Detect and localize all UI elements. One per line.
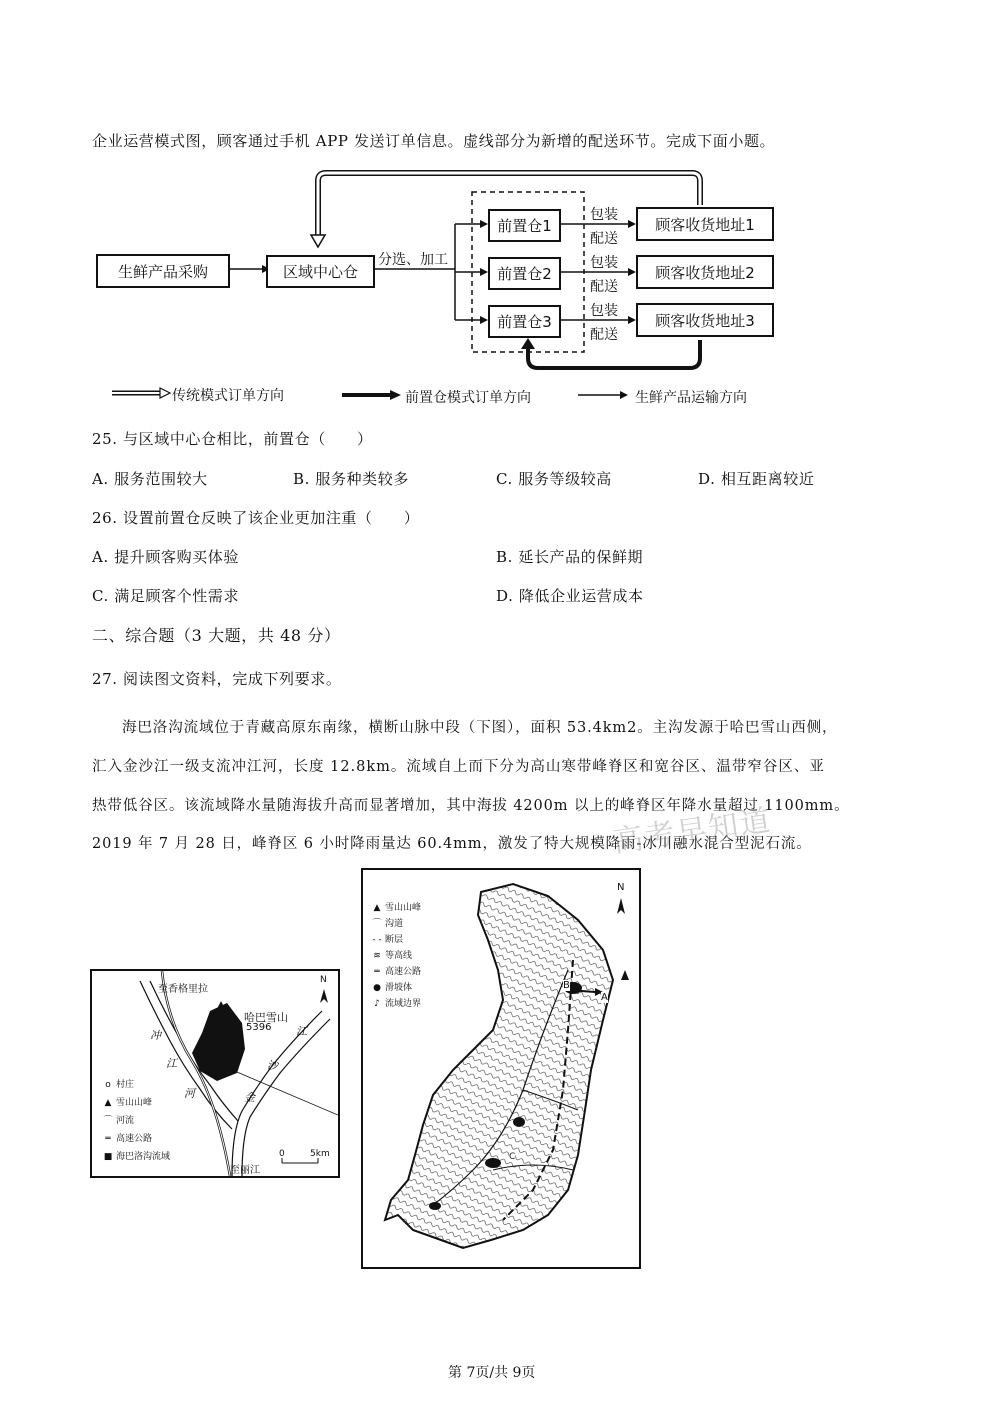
- legend-r-peak-label: 雪山山峰: [385, 903, 422, 913]
- legend-r-landslide-label: 滑坡体: [385, 983, 413, 993]
- legend-river: [100, 1113, 134, 1126]
- q27-stem: 27. 阅读图文资料，完成下列要求。: [92, 670, 342, 688]
- point-a-label: A: [601, 992, 608, 1003]
- location-map-drawing: [92, 971, 338, 1176]
- q26-option-a: A. 提升顾客购买体验: [92, 548, 239, 566]
- haba-peak-elev: 5396: [246, 1022, 272, 1033]
- haba-peak-label: 哈巴雪山: [244, 1011, 288, 1024]
- snow-peak-icon: ▲: [373, 903, 381, 913]
- flowchart: [90, 165, 790, 415]
- front-warehouse-1-label: 前置仓1: [497, 217, 552, 235]
- customer-address-1-label: 顾客收货地址1: [655, 215, 755, 234]
- page-footer: 第 7页/共 9页: [448, 1365, 536, 1381]
- scale-5km: 5km: [310, 1149, 330, 1159]
- legend-r-fault-label: 断层: [385, 935, 404, 945]
- legend-r-peak: [369, 900, 421, 913]
- legend-r-highway-label: 高速公路: [385, 967, 422, 977]
- river-chong-label-2: 江: [166, 1057, 177, 1070]
- legend-river-label: 河流: [116, 1116, 135, 1126]
- legend-transport: 生鲜产品运输方向: [635, 390, 747, 406]
- pack-label-3: 包装: [590, 303, 618, 319]
- front-warehouse-1: [488, 209, 561, 242]
- q26-option-b: B. 延长产品的保鲜期: [496, 548, 644, 566]
- legend-r-boundary-label: 流域边界: [385, 999, 422, 1009]
- purchase-label: 生鲜产品采购: [117, 262, 208, 281]
- intro-line: 企业运营模式图，顾客通过手机 APP 发送订单信息。虚线部分为新增的配送环节。完成下面小题。: [92, 132, 776, 150]
- q25-option-b: B. 服务种类较多: [293, 470, 409, 488]
- purchase-box: [96, 254, 230, 288]
- legend-basin-label: 海巴洛沟流域: [116, 1152, 171, 1162]
- customer-address-2-label: 顾客收货地址2: [655, 263, 755, 282]
- q27-para-line-4: 2019 年 7 月 28 日，峰脊区 6 小时降雨量达 60.4mm，激发了特大规模降雨-冰川融水混合型泥石流。: [92, 836, 812, 852]
- village-icon: o: [105, 1080, 111, 1090]
- basin-icon: ■: [103, 1152, 113, 1162]
- channel-icon: ⌒: [372, 919, 382, 929]
- customer-address-2: [636, 255, 774, 289]
- legend-traditional: 传统模式订单方向: [172, 388, 284, 404]
- legend-r-boundary: [369, 996, 421, 1009]
- fault-icon: - -: [372, 935, 382, 945]
- highway-r-icon: ═: [374, 967, 380, 977]
- section-2-heading: 二、综合题（3 大题，共 48 分）: [92, 626, 341, 645]
- contour-icon: ≋: [373, 951, 381, 961]
- north-label-right: N: [617, 882, 625, 893]
- boundary-icon: ♪: [374, 999, 380, 1009]
- to-shangrila-label: 至香格里拉: [158, 984, 208, 995]
- sort-process-label: 分选、加工: [378, 252, 448, 268]
- pack-label-1: 包装: [590, 207, 618, 223]
- q26-option-d: D. 降低企业运营成本: [496, 587, 644, 605]
- river-chong-label-1: 冲: [150, 1029, 161, 1042]
- front-warehouse-3-label: 前置仓3: [497, 313, 552, 331]
- q27-para-line-1: 海巴洛沟流域位于青藏高原东南缘，横断山脉中段（下图），面积 53.4km2。主沟发源于哈巴雪山西侧，: [122, 720, 838, 736]
- center-warehouse-label: 区域中心仓: [282, 263, 358, 281]
- deliver-label-1: 配送: [590, 231, 618, 247]
- peak-icon: ▲: [104, 1098, 112, 1108]
- legend-highway: [100, 1131, 152, 1144]
- north-label-left: N: [320, 975, 327, 985]
- watermark: 高考早知道: [610, 803, 775, 860]
- legend-r-highway: [369, 964, 421, 977]
- q27-para-line-2: 汇入金沙江一级支流冲江河，长度 12.8km。流域自上而下分为高山寒带峰脊区和宽谷区、温带窄谷区、亚: [92, 759, 825, 775]
- deliver-label-2: 配送: [590, 279, 618, 295]
- basin-detail-map: [361, 868, 641, 1269]
- legend-peak-label: 雪山山峰: [116, 1098, 153, 1108]
- landslide-icon: ●: [373, 983, 381, 993]
- q26-stem: 26. 设置前置仓反映了该企业更加注重（ ）: [92, 509, 420, 527]
- front-warehouse-2-label: 前置仓2: [497, 265, 552, 283]
- q25-stem: 25. 与区域中心仓相比，前置仓（ ）: [92, 430, 373, 448]
- front-warehouse-2: [488, 257, 561, 290]
- river-icon: ⌒: [103, 1116, 113, 1126]
- river-jinsha-label-2: 沙: [267, 1059, 278, 1072]
- to-lijiang-label: 至丽江: [230, 1165, 260, 1176]
- legend-r-contour-label: 等高线: [385, 951, 413, 961]
- legend-peak: [100, 1095, 152, 1108]
- customer-address-3: [636, 303, 774, 337]
- legend-basin: [100, 1149, 170, 1162]
- legend-village: [100, 1077, 134, 1090]
- legend-village-label: 村庄: [116, 1080, 135, 1090]
- legend-highway-label: 高速公路: [116, 1134, 153, 1144]
- location-map: [90, 969, 340, 1178]
- legend-front-warehouse: 前置仓模式订单方向: [405, 390, 531, 406]
- center-warehouse-box: [266, 255, 375, 288]
- highway-icon: ═: [105, 1134, 111, 1144]
- customer-address-3-label: 顾客收货地址3: [655, 311, 755, 330]
- q26-option-c: C. 满足顾客个性需求: [92, 587, 240, 605]
- river-chong-label-3: 河: [184, 1087, 195, 1100]
- basin-detail-drawing: [363, 870, 639, 1267]
- scale-zero: 0: [279, 1149, 285, 1159]
- customer-address-1: [636, 207, 774, 241]
- deliver-label-3: 配送: [590, 327, 618, 343]
- q25-option-c: C. 服务等级较高: [496, 470, 612, 488]
- point-b-label: B: [563, 980, 570, 991]
- legend-r-channel-label: 沟道: [385, 919, 404, 929]
- q27-para-line-3: 热带低谷区。该流域降水量随海拔升高而显著增加，其中海拔 4200m 以上的峰脊区年降水量超过 1100mm。: [92, 798, 850, 814]
- legend-r-contour: [369, 948, 412, 961]
- q25-option-a: A. 服务范围较大: [92, 470, 208, 488]
- pack-label-2: 包装: [590, 255, 618, 271]
- river-jinsha-label-3: 金: [244, 1091, 255, 1104]
- river-jinsha-label-1: 江: [296, 1025, 307, 1038]
- q25-option-d: D. 相互距离较近: [698, 470, 815, 488]
- front-warehouse-3: [488, 305, 561, 338]
- legend-r-fault: [369, 932, 403, 945]
- legend-r-channel: [369, 916, 403, 929]
- legend-r-landslide: [369, 980, 412, 993]
- point-c-label: C: [509, 1152, 516, 1162]
- flowchart-arrows: [90, 165, 790, 415]
